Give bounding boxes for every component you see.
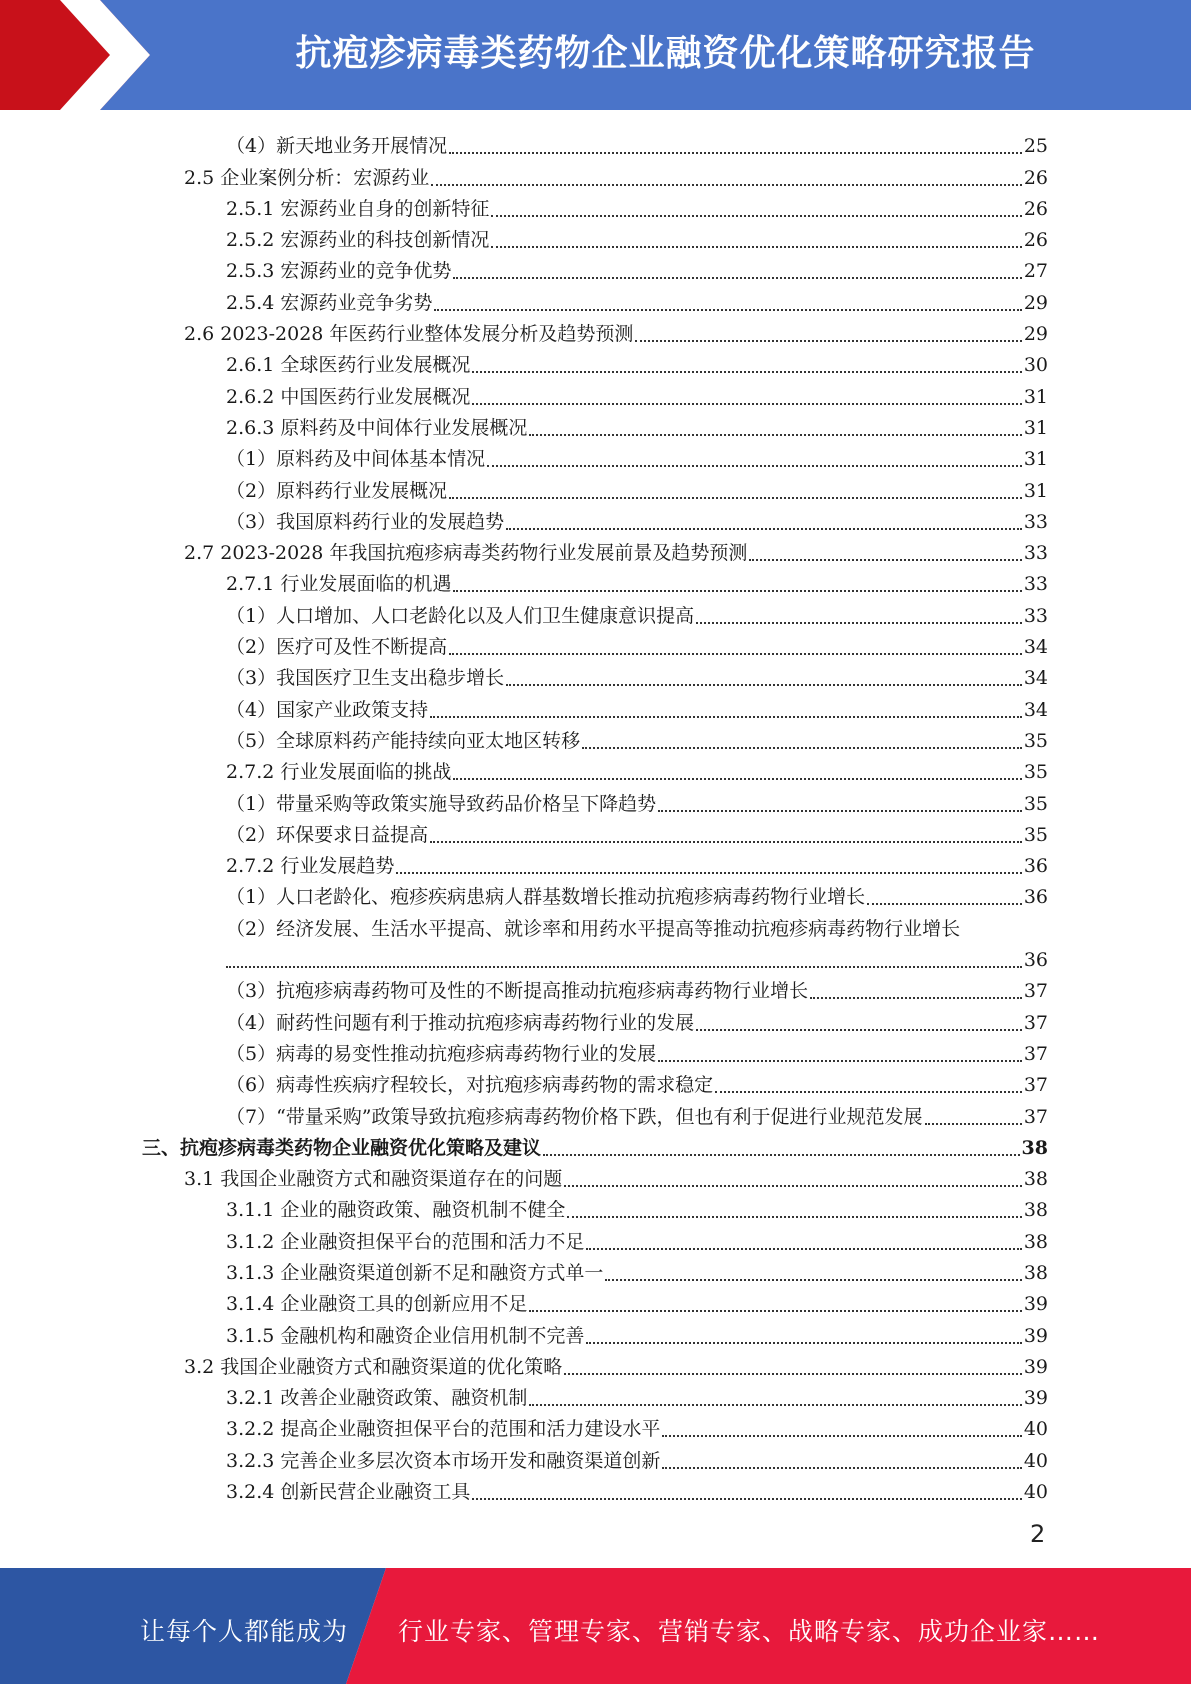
toc-entry[interactable] (0, 283, 1048, 314)
toc-entry-label: 2.5.3 宏源药业的竞争优势 (226, 260, 452, 283)
toc-leader-dots (696, 1011, 1022, 1035)
toc-entry-label: （5）全球原料药产能持续向亚太地区转移 (226, 729, 581, 752)
toc-entry-page: 35 (1023, 729, 1048, 752)
toc-entry-label: （1）人口老龄化、疱疹疾病患病人群基数增长推动抗疱疹病毒药物行业增长 (226, 886, 866, 909)
toc-leader-dots (506, 666, 1022, 690)
toc-entry-label: 2.6.3 原料药及中间体行业发展概况 (226, 416, 528, 439)
toc-entry[interactable] (0, 471, 1048, 502)
toc-entry-page: 38 (1023, 1199, 1048, 1222)
toc-entry-page: 33 (1023, 604, 1048, 627)
toc-entry-label: 2.6.1 全球医药行业发展概况 (226, 354, 471, 377)
toc-entry[interactable] (0, 127, 1048, 158)
toc-entry-page: 34 (1023, 698, 1048, 721)
toc-leader-dots (605, 1261, 1021, 1285)
toc-entry-page: 38 (1021, 1136, 1048, 1159)
toc-entry-page: 38 (1023, 1168, 1048, 1191)
toc-entry[interactable] (0, 784, 1048, 815)
toc-leader-dots (529, 1386, 1021, 1410)
toc-leader-dots (491, 197, 1021, 221)
toc-entry-page: 37 (1023, 1105, 1048, 1128)
toc-leader-dots (567, 1198, 1021, 1222)
toc-entry-label: 3.1.1 企业的融资政策、融资机制不健全 (226, 1199, 566, 1222)
toc-entry-label: （1）原料药及中间体基本情况 (226, 448, 486, 471)
toc-leader-dots (715, 1073, 1022, 1097)
toc-entry-page: 37 (1023, 980, 1048, 1003)
toc-leader-dots (749, 541, 1021, 565)
toc-leader-dots (543, 1136, 1020, 1160)
toc-leader-dots (564, 1167, 1022, 1191)
toc-leader-dots (658, 1042, 1022, 1066)
toc-entry-label: 2.5.1 宏源药业自身的创新特征 (226, 197, 490, 220)
toc-entry-label: 2.7 2023-2028 年我国抗疱疹病毒类药物行业发展前景及趋势预测 (184, 542, 748, 565)
toc-entry-label: （5）病毒的易变性推动抗疱疹病毒药物行业的发展 (226, 1042, 657, 1065)
page-header (0, 0, 1191, 110)
toc-entry-label: 2.5 企业案例分析：宏源药业 (184, 166, 430, 189)
toc-leader-dots (449, 134, 1022, 158)
toc-entry[interactable] (0, 346, 1048, 377)
toc-leader-dots (453, 572, 1021, 596)
toc-entry-page: 29 (1023, 291, 1048, 314)
toc-entry[interactable] (0, 972, 1048, 1003)
toc-leader-dots (696, 604, 1022, 628)
toc-entry-page: 35 (1023, 792, 1048, 815)
toc-leader-dots (586, 1230, 1021, 1254)
toc-entry[interactable] (0, 1348, 1048, 1379)
toc-entry-label: 3.1.3 企业融资渠道创新不足和融资方式单一 (226, 1261, 604, 1284)
toc-entry-label: 2.5.2 宏源药业的科技创新情况 (226, 229, 490, 252)
toc-entry[interactable] (0, 503, 1048, 534)
toc-entry-page: 35 (1023, 823, 1048, 846)
toc-entry-page: 31 (1023, 448, 1048, 471)
toc-leader-dots (635, 322, 1021, 346)
toc-entry[interactable] (0, 878, 1048, 909)
toc-entry-label: （2）经济发展、生活水平提高、就诊率和用药水平提高等推动抗疱疹病毒药物行业增长 (226, 917, 961, 940)
toc-leader-dots (430, 823, 1022, 847)
toc-entry[interactable] (0, 628, 1048, 659)
toc-entry-label: （6）病毒性疾病疗程较长，对抗疱疹病毒药物的需求稳定 (226, 1074, 714, 1097)
toc-entry-page: 26 (1023, 197, 1048, 220)
page-number: 2 (1030, 1520, 1046, 1548)
toc-entry-page: 36 (1023, 886, 1048, 909)
toc-entry-label: （1）带量采购等政策实施导致药品价格呈下降趋势 (226, 792, 657, 815)
toc-entry-page: 31 (1023, 479, 1048, 502)
toc-entry[interactable] (0, 190, 1048, 221)
toc-leader-dots (430, 698, 1022, 722)
toc-entry-page: 27 (1023, 260, 1048, 283)
toc-entry-label: 3.1.2 企业融资担保平台的范围和活力不足 (226, 1230, 585, 1253)
footer-slogan-right: 行业专家、管理专家、营销专家、战略专家、成功企业家…… (398, 1617, 1101, 1646)
toc-entry-page: 40 (1023, 1449, 1048, 1472)
toc-entry-page: 40 (1023, 1418, 1048, 1441)
toc-leader-dots (472, 1480, 1021, 1504)
toc-entry[interactable] (0, 1066, 1048, 1097)
toc-entry-page: 31 (1023, 416, 1048, 439)
toc-entry-label: （2）原料药行业发展概况 (226, 479, 448, 502)
toc-entry[interactable] (0, 315, 1048, 346)
toc-entry-page: 37 (1023, 1042, 1048, 1065)
toc-entry-label: 2.7.2 行业发展趋势 (226, 855, 395, 878)
toc-entry[interactable] (0, 1097, 1048, 1128)
toc-entry-page: 33 (1023, 573, 1048, 596)
toc-entry-label: 3.2 我国企业融资方式和融资渠道的优化策略 (184, 1355, 563, 1378)
toc-entry[interactable] (0, 221, 1048, 252)
toc-leader-dots (472, 353, 1021, 377)
toc-entry-label: 2.5.4 宏源药业竞争劣势 (226, 291, 433, 314)
toc-entry[interactable] (0, 596, 1048, 627)
toc-entry-page: 39 (1023, 1293, 1048, 1316)
toc-entry-page: 26 (1023, 166, 1048, 189)
toc-entry[interactable] (0, 1441, 1048, 1472)
toc-leader-dots (491, 228, 1021, 252)
toc-leader-dots (449, 479, 1022, 503)
toc-leader-dots (810, 979, 1022, 1003)
toc-entry-label: 3.1.5 金融机构和融资企业信用机制不完善 (226, 1324, 585, 1347)
toc-entry-label: （3）抗疱疹病毒药物可及性的不断提高推动抗疱疹病毒药物行业增长 (226, 980, 809, 1003)
toc-entry[interactable] (0, 409, 1048, 440)
toc-leader-dots (226, 948, 1022, 972)
toc-entry[interactable] (0, 690, 1048, 721)
table-of-contents (0, 127, 1191, 1504)
toc-entry-label: （4）国家产业政策支持 (226, 698, 429, 721)
toc-entry-continuation[interactable] (0, 941, 1048, 972)
toc-entry[interactable] (0, 909, 1068, 940)
toc-entry-label: 3.2.4 创新民营企业融资工具 (226, 1481, 471, 1504)
toc-entry[interactable] (0, 847, 1048, 878)
toc-entry-label: 三、抗疱疹病毒类药物企业融资优化策略及建议 (142, 1136, 542, 1159)
toc-entry-page: 37 (1023, 1011, 1048, 1034)
toc-leader-dots (472, 385, 1021, 409)
toc-leader-dots (925, 1105, 1022, 1129)
toc-entry-label: （2）医疗可及性不断提高 (226, 636, 448, 659)
toc-chapter-entry[interactable] (0, 1129, 1048, 1160)
toc-entry-label: （1）人口增加、人口老龄化以及人们卫生健康意识提高 (226, 604, 695, 627)
toc-entry-label: （4）新天地业务开展情况 (226, 135, 448, 158)
toc-entry[interactable] (0, 753, 1048, 784)
toc-entry-page: 36 (1023, 855, 1048, 878)
toc-entry-page: 31 (1023, 385, 1048, 408)
toc-entry-page: 30 (1023, 354, 1048, 377)
toc-leader-dots (529, 1292, 1021, 1316)
toc-entry[interactable] (0, 534, 1048, 565)
toc-leader-dots (453, 259, 1021, 283)
toc-entry-label: 2.6.2 中国医药行业发展概况 (226, 385, 471, 408)
toc-entry-page: 39 (1023, 1355, 1048, 1378)
toc-leader-dots (453, 760, 1021, 784)
toc-leader-dots (434, 291, 1021, 315)
toc-entry-page: 33 (1023, 510, 1048, 533)
toc-entry[interactable] (0, 158, 1048, 189)
toc-entry-page: 35 (1023, 761, 1048, 784)
toc-entry[interactable] (0, 1285, 1048, 1316)
toc-entry-label: 3.2.3 完善企业多层次资本市场开发和融资渠道创新 (226, 1449, 661, 1472)
toc-entry-label: （3）我国原料药行业的发展趋势 (226, 510, 505, 533)
toc-entry-label: 2.7.1 行业发展面临的机遇 (226, 573, 452, 596)
toc-entry[interactable] (0, 377, 1048, 408)
toc-entry-label: 2.7.2 行业发展面临的挑战 (226, 761, 452, 784)
toc-entry-page: 33 (1023, 542, 1048, 565)
toc-entry-label: （2）环保要求日益提高 (226, 823, 429, 846)
toc-entry[interactable] (0, 1254, 1048, 1285)
toc-leader-dots (586, 1324, 1021, 1348)
toc-entry[interactable] (0, 1191, 1048, 1222)
toc-entry-label: 3.1.4 企业融资工具的创新应用不足 (226, 1293, 528, 1316)
toc-entry-page: 38 (1023, 1230, 1048, 1253)
footer-slogan-left: 让每个人都能成为 (140, 1617, 349, 1646)
toc-entry[interactable] (0, 659, 1048, 690)
toc-entry[interactable] (0, 1222, 1048, 1253)
toc-entry[interactable] (0, 1160, 1048, 1191)
toc-leader-dots (662, 1417, 1021, 1441)
toc-entry-label: （7）“带量采购”政策导致抗疱疹病毒药物价格下跌，但也有利于促进行业规范发展 (226, 1105, 923, 1128)
toc-entry-page: 37 (1023, 1074, 1048, 1097)
report-title: 抗疱疹病毒类药物企业融资优化策略研究报告 (295, 33, 1036, 74)
toc-entry-page: 25 (1023, 135, 1048, 158)
toc-leader-dots (564, 1355, 1022, 1379)
toc-leader-dots (431, 166, 1022, 190)
toc-entry-page: 29 (1023, 323, 1048, 346)
toc-entry-label: 2.6 2023-2028 年医药行业整体发展分析及趋势预测 (184, 323, 634, 346)
toc-entry[interactable] (0, 816, 1048, 847)
toc-entry-page: 39 (1023, 1387, 1048, 1410)
toc-entry-label: 3.2.1 改善企业融资政策、融资机制 (226, 1387, 528, 1410)
toc-entry[interactable] (0, 252, 1048, 283)
toc-entry[interactable] (0, 1003, 1048, 1034)
toc-leader-dots (867, 885, 1022, 909)
toc-entry-label: 3.1 我国企业融资方式和融资渠道存在的问题 (184, 1168, 563, 1191)
toc-entry-page: 26 (1023, 229, 1048, 252)
toc-entry-page: 34 (1023, 636, 1048, 659)
toc-entry[interactable] (0, 722, 1048, 753)
toc-entry-label: 3.2.2 提高企业融资担保平台的范围和活力建设水平 (226, 1418, 661, 1441)
toc-leader-dots (487, 447, 1022, 471)
toc-entry[interactable] (0, 1379, 1048, 1410)
toc-entry-page: 39 (1023, 1324, 1048, 1347)
toc-leader-dots (449, 635, 1022, 659)
toc-entry[interactable] (0, 1316, 1048, 1347)
toc-entry[interactable] (0, 1410, 1048, 1441)
page-footer (0, 1568, 1191, 1684)
toc-entry-page: 40 (1023, 1481, 1048, 1504)
toc-leader-dots (529, 416, 1021, 440)
toc-leader-dots (658, 792, 1022, 816)
toc-leader-dots (396, 854, 1021, 878)
toc-entry-page: 38 (1023, 1261, 1048, 1284)
toc-entry-page: 36 (1023, 949, 1048, 972)
toc-leader-dots (506, 510, 1022, 534)
toc-entry[interactable] (0, 440, 1048, 471)
toc-leader-dots (662, 1449, 1021, 1473)
toc-entry-label: （4）耐药性问题有利于推动抗疱疹病毒药物行业的发展 (226, 1011, 695, 1034)
toc-entry[interactable] (0, 1473, 1048, 1504)
toc-entry-page: 34 (1023, 667, 1048, 690)
toc-entry-label: （3）我国医疗卫生支出稳步增长 (226, 667, 505, 690)
toc-entry[interactable] (0, 565, 1048, 596)
toc-leader-dots (582, 729, 1022, 753)
toc-entry[interactable] (0, 1035, 1048, 1066)
